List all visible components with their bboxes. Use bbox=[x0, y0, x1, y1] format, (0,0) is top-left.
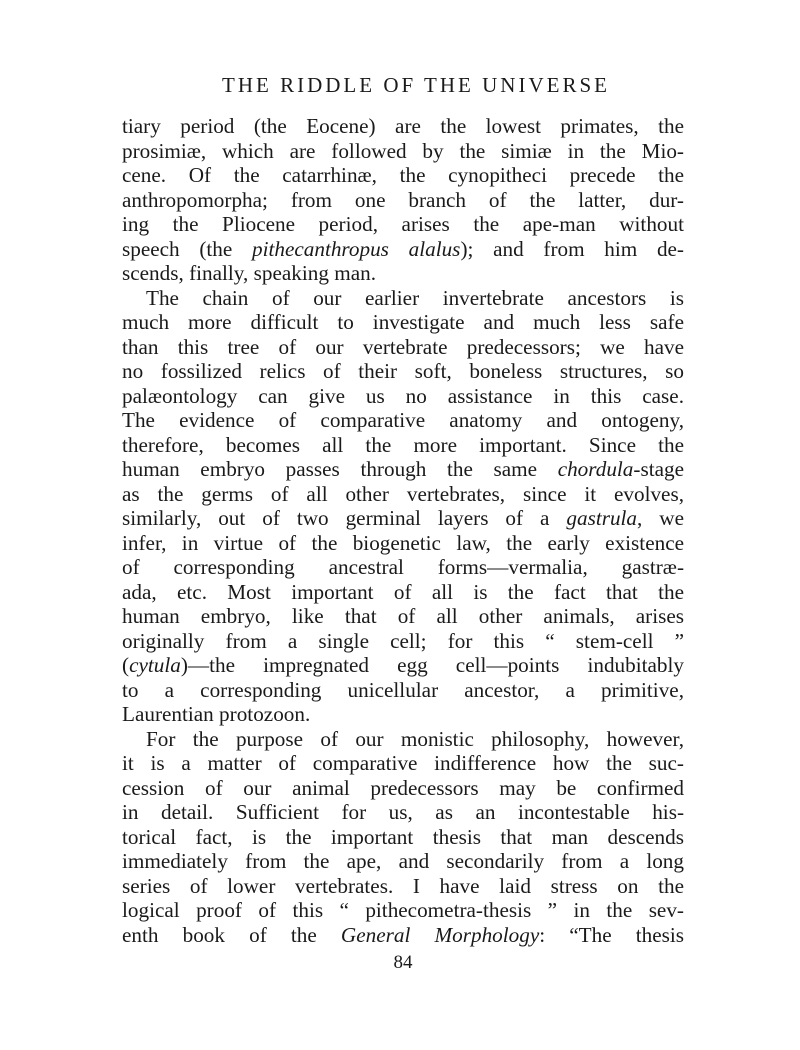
text-line: infer, in virtue of the biogenetic law, the early existence bbox=[122, 530, 684, 555]
page-number: 84 bbox=[393, 952, 413, 973]
text-line: in detail. Sufficient for us, as an incontestable his- bbox=[122, 800, 684, 824]
text-line: The chain of our earlier invertebrate ancestors is bbox=[146, 285, 684, 310]
text-line: scends, finally, speaking man. bbox=[122, 261, 376, 285]
body-text bbox=[122, 114, 684, 947]
text-line: similarly, out of two germinal layers of a gastrula, we bbox=[122, 506, 684, 530]
text-line: therefore, becomes all the more important. Since the bbox=[122, 432, 684, 457]
text-line: enth book of the General Morphology: “The thesis bbox=[122, 922, 684, 947]
text-line: human embryo passes through the same chordula-stage bbox=[122, 457, 684, 481]
text-line: (cytula)—the impregnated egg cell—points indubitably bbox=[122, 653, 684, 677]
text-line: anthropomorpha; from one branch of the latter, dur- bbox=[122, 187, 684, 212]
text-line: as the germs of all other vertebrates, since it evolves, bbox=[122, 481, 684, 506]
text-line: torical fact, is the important thesis that man descends bbox=[122, 824, 684, 849]
text-line: immediately from the ape, and secondarily from a long bbox=[122, 849, 684, 873]
text-line: it is a matter of comparative indifference how the suc- bbox=[122, 751, 684, 775]
text-line: to a corresponding unicellular ancestor, a primitive, bbox=[122, 677, 684, 702]
text-line: For the purpose of our monistic philosophy, however, bbox=[146, 726, 684, 751]
text-line: ing the Pliocene period, arises the ape-man without bbox=[122, 212, 684, 236]
text-line: series of lower vertebrates. I have laid stress on the bbox=[122, 873, 684, 898]
text-line: The evidence of comparative anatomy and ontogeny, bbox=[122, 408, 684, 432]
text-line: Laurentian protozoon. bbox=[122, 702, 311, 726]
text-line: of corresponding ancestral forms—vermalia, gastræ- bbox=[122, 555, 684, 579]
text-line: speech (the pithecanthropus alalus); and from him de- bbox=[122, 236, 684, 261]
text-line: much more difficult to investigate and much less safe bbox=[122, 310, 684, 334]
text-line: tiary period (the Eocene) are the lowest primates, the bbox=[122, 114, 684, 138]
text-line: no fossilized relics of their soft, boneless structures, so bbox=[122, 359, 684, 383]
text-line: cene. Of the catarrhinæ, the cynopitheci precede the bbox=[122, 163, 684, 187]
text-line: palæontology can give us no assistance in this case. bbox=[122, 383, 684, 408]
text-line: prosimiæ, which are followed by the simiæ in the Mio- bbox=[122, 138, 684, 163]
running-head: THE RIDDLE OF THE UNIVERSE bbox=[222, 73, 610, 97]
text-line: logical proof of this “ pithecometra-thesis ” in the sev- bbox=[122, 898, 684, 922]
text-line: than this tree of our vertebrate predecessors; we have bbox=[122, 334, 684, 359]
book-page bbox=[122, 70, 684, 975]
text-line: originally from a single cell; for this “ stem-cell ” bbox=[122, 628, 684, 653]
text-line: cession of our animal predecessors may be confirmed bbox=[122, 775, 684, 800]
text-line: human embryo, like that of all other animals, arises bbox=[122, 604, 684, 628]
text-line: ada, etc. Most important of all is the fact that the bbox=[122, 579, 684, 604]
